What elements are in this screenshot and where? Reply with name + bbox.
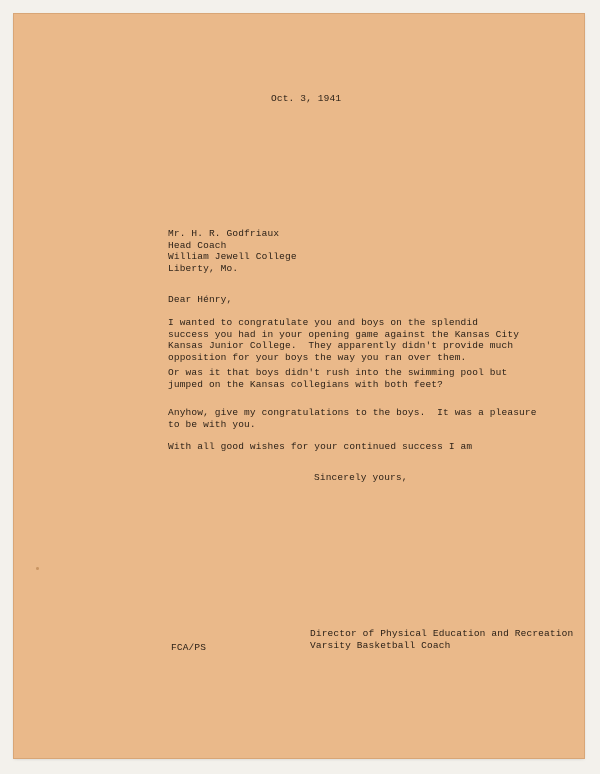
- address-line: William Jewell College: [168, 251, 297, 262]
- signature-block: [310, 628, 573, 651]
- paragraph-line: to be with you.: [168, 418, 256, 430]
- address-line: Head Coach: [168, 239, 227, 251]
- paper-spot: [36, 567, 39, 570]
- body-paragraph-1: [168, 317, 519, 363]
- recipient-address: [168, 228, 297, 274]
- signature-line: Varsity Basketball Coach: [310, 639, 451, 651]
- paragraph-line: I wanted to congratulate you and boys on the splendid: [168, 317, 479, 328]
- body-paragraph-3: [168, 407, 537, 430]
- address-line: Mr. H. R. Godfriaux: [168, 228, 280, 239]
- body-paragraph-4: [168, 441, 472, 453]
- letter-sheet: [14, 14, 584, 758]
- letter-date: Oct. 3, 1941: [271, 93, 342, 104]
- paragraph-line: Kansas Junior College. They apparently didn't provide much: [168, 340, 514, 351]
- signature-line: Director of Physical Education and Recreation: [310, 628, 574, 639]
- paragraph-line: jumped on the Kansas collegians with both feet?: [168, 378, 443, 390]
- paragraph-line: With all good wishes for your continued success I am: [168, 441, 473, 452]
- closing: Sincerely yours,: [314, 472, 408, 483]
- address-line: Liberty, Mo.: [168, 262, 239, 274]
- paragraph-line: success you had in your opening game against the Kansas City: [168, 328, 520, 340]
- paragraph-line: Or was it that boys didn't rush into the swimming pool but: [168, 367, 508, 378]
- paragraph-line: Anyhow, give my congratulations to the boys. It was a pleasure: [168, 407, 537, 418]
- typist-initials: FCA/PS: [171, 642, 207, 653]
- salutation: Dear Hénry,: [168, 294, 233, 305]
- body-paragraph-2: [168, 367, 507, 390]
- paragraph-line: opposition for your boys the way you ran over them.: [168, 351, 467, 363]
